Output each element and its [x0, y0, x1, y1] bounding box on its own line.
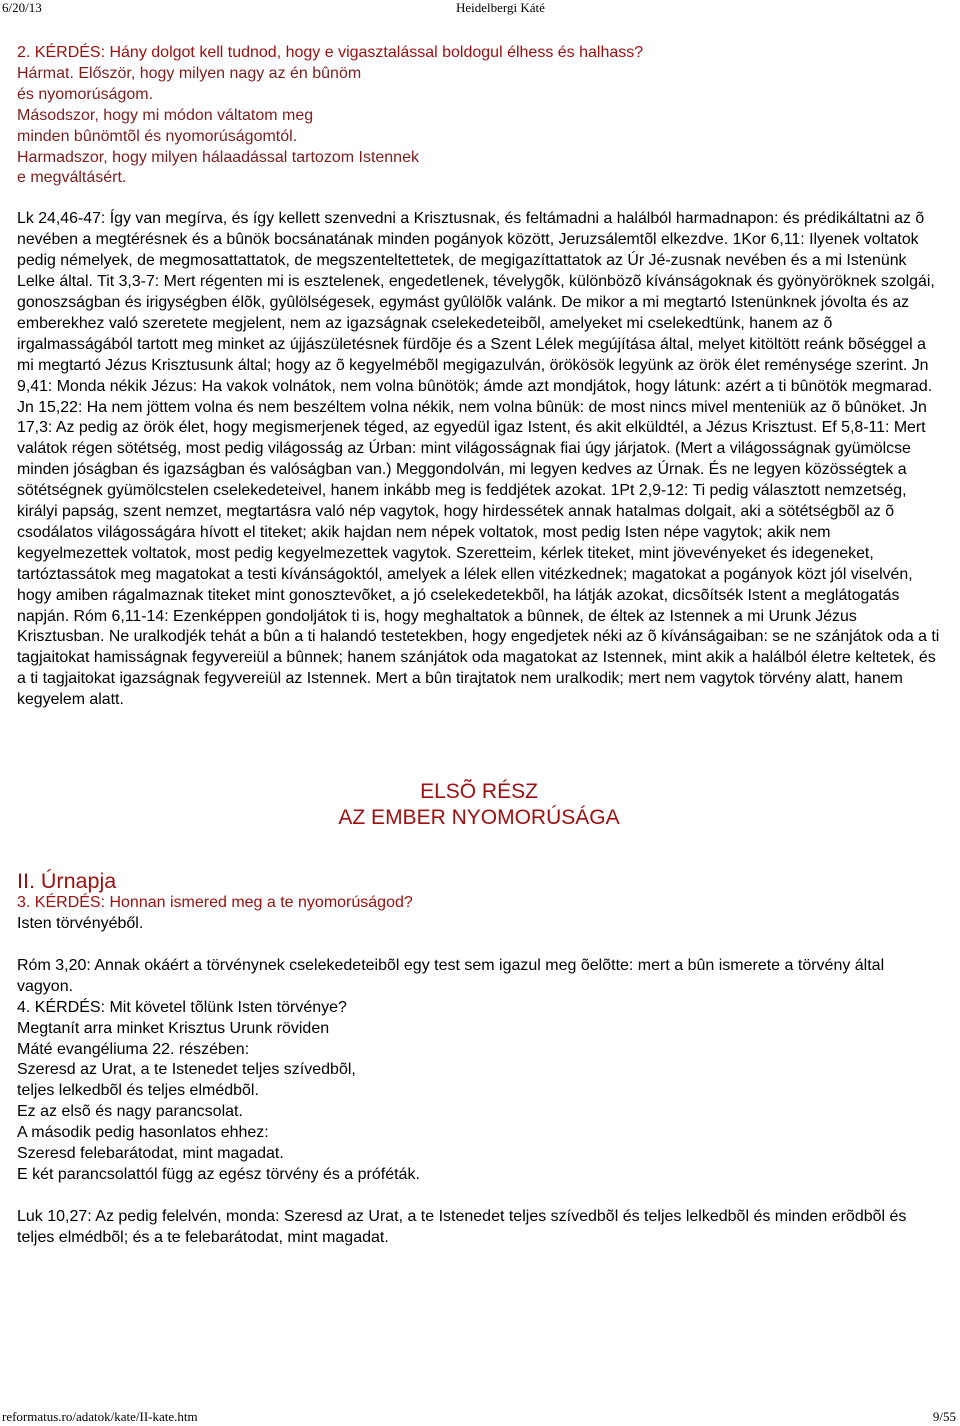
question-4-block — [17, 998, 941, 1186]
answer-2-line: és nyomorúságom. — [17, 85, 154, 103]
print-header — [0, 0, 960, 16]
answer-2-line: Másodszor, hogy mi módon váltatom meg — [17, 106, 314, 124]
question-4: 4. KÉRDÉS: Mit követel tõlünk Isten törvénye? — [17, 998, 347, 1016]
question-3: 3. KÉRDÉS: Honnan ismered meg a te nyomorúságod? — [17, 894, 413, 912]
scripture-references-paragraph: Lk 24,46-47: Így van megírva, és így kellett szenvedni a Krisztusnak, és feltámadni a halálból harmadnapon: és prédikáltatni az õ nevében a megtérésnek és a bûnök bocsánatának minden pogányok között, Jeruzsálemtõl elkezdve. 1Kor 6,11: Ilyenek voltatok pedig némelyek, de megmosattattatok, de megszenteltettetek, de megigazíttattatok az Úr Jé-zusnak nevében és a mi Istenünk Lelke által. Tit 3,3-7: Mert régenten mi is esztelenek, engedetlenek, tévelygõk, különbözõ kívánságoknak és gyönyöröknek szolgái, gonoszságban és irigységben élõk, gyûlölségesek, egymást gyûlölõk valánk. De mikor a mi megtartó Istenünknek jóvolta és az emberekhez való szeretete megjelent, nem az igazságnak cselekedeteibõl, amelyeket mi cselekedtünk, hanem az õ irgalmasságából tartott meg minket az újjászületésnek fürdõje és a Szent Lélek megújítása által, melyet kitöltött reánk bõséggel a mi megtartó Jézus Krisztusunk által; hogy az õ kegyelmébõl megigazulván, örökösök legyünk az örök élet reménysége szerint. Jn 9,41: Monda nékik Jézus: Ha vakok volnátok, nem volna bûnötök; ámde azt mondjátok, hogy látunk: azért a ti bûnötök megmarad. Jn 15,22: Ha nem jöttem volna és nem beszéltem volna nékik, nem volna bûnük: de most nincs mivel menteniük az õ bûnöket. Jn 17,3: Az pedig az örök élet, hogy megismerjenek téged, az egyedül igaz Istent, és akit elküldtél, a Jézus Krisztust. Ef 5,8-11: Mert valátok régen sötétség, most pedig világosság az Úrban: mint világosságnak fiai úgy járjatok. (Mert a világosságnak gyümölcse minden jóságban és igazságban és valóságban van.) Meggondolván, mi legyen kedves az Úrnak. És ne legyen közösségtek a sötétségnek gyümölcstelen cselekedeteivel, hanem inkább meg is feddjétek azokat. 1Pt 2,9-12: Ti pedig választott nemzetség, királyi papság, szent nemzet, megtartásra való nép vagytok, hogy hirdessétek annak hatalmas dolgait, aki a sötétségbõl az õ csodálatos világosságára hívott el titeket; akik hajdan nem népek voltatok, most pedig Isten népe vagytok; akik nem kegyelmezettek voltatok, most pedig kegyelmezettek vagytok. Szeretteim, kérlek titeket, mint jövevényeket és idegeneket, tartóztassátok meg magatokat a testi kívánságoktól, amelyek a lélek ellen vitézkednek; magatokat a pogányok közt jól viselvén, hogy amiben rágalmaznak titeket mint gonosztevõket, a jó cselekedetekbõl, ha látják azokat, dicsõítsék Istent a meglátogatás napján. Róm 6,11-14: Ezenképpen gondoljátok ti is, hogy meghaltatok a bûnnek, de éltek az Istennek a mi Urunk Jézus Krisztusban. Ne uralkodjék tehát a bûn a ti halandó testetekben, hogy engedjetek néki az õ kívánságaiban: se ne szánjátok oda a ti tagjaitokat hamisságnak fegyvereiül a bûnnek; hanem szánjátok oda magatokat az Istennek, mint akik a halálból életre keltetek, és a ti tagjaitokat igazságnak fegyvereiül az Istennek. Mert a bûn tirajtatok nem uralkodik; mert nem vagytok törvény alatt, hanem kegyelem alatt. — [17, 210, 940, 709]
answer-4-line: Máté evangéliuma 22. részében: — [17, 1040, 250, 1058]
sunday-title: II. Úrnapja — [17, 869, 117, 894]
print-date: 6/20/13 — [2, 0, 42, 15]
part-heading-line-2: AZ EMBER NYOMORÚSÁGA — [338, 806, 620, 830]
answer-4-line: A második pedig hasonlatos ehhez: — [17, 1124, 269, 1142]
answer-4-line: E két parancsolattól függ az egész törvény és a próféták. — [17, 1165, 420, 1183]
part-heading-line-1: ELSÕ RÉSZ — [420, 780, 538, 804]
answer-2-line: Hármat. Először, hogy milyen nagy az én bûnöm — [17, 64, 362, 82]
answer-4-line: Megtanít arra minket Krisztus Urunk röviden — [17, 1019, 330, 1037]
print-footer — [0, 1409, 960, 1425]
answer-2-line: minden bûnömtõl és nyomorúságomtól. — [17, 127, 298, 145]
answer-2-line: e megváltásért. — [17, 169, 127, 187]
document-body — [17, 43, 941, 1249]
answer-2-line: Harmadszor, hogy milyen hálaadással tartozom Istennek — [17, 148, 419, 166]
spacer — [17, 935, 941, 956]
question-2: 2. KÉRDÉS: Hány dolgot kell tudnod, hogy e vigasztalással boldogul élhess és halhass? — [17, 44, 644, 61]
part-heading — [17, 779, 941, 831]
question-2-block — [17, 43, 941, 189]
answer-4-line: teljes lelkedbõl és teljes elmédbõl. — [17, 1082, 259, 1100]
print-page-number: 9/55 — [932, 1409, 956, 1424]
romans-3-20-reference: Róm 3,20: Annak okáért a törvénynek cselekedeteibõl egy test sem igazul meg õelõtte: mert a bûn ismerete a törvény által vagyon. — [17, 956, 885, 995]
print-url: reformatus.ro/adatok/kate/II-kate.htm — [2, 1409, 198, 1424]
answer-4-line: Ez az elsõ és nagy parancsolat. — [17, 1103, 243, 1121]
answer-4-line: Szeresd az Urat, a te Istenedet teljes szívedbõl, — [17, 1061, 356, 1079]
luke-10-27-reference: Luk 10,27: Az pedig felelvén, monda: Szeresd az Urat, a te Istenedet teljes szívedbõl és teljes lelkedbõl és minden erõdbõl és teljes elmédbõl; és a te felebarátodat, mint magadat. — [17, 1207, 907, 1246]
answer-4-line: Szeresd felebarátodat, mint magadat. — [17, 1145, 284, 1163]
answer-3: Isten törvényéből. — [17, 915, 144, 932]
print-title: Heidelbergi Káté — [456, 0, 545, 15]
spacer — [17, 1186, 941, 1207]
